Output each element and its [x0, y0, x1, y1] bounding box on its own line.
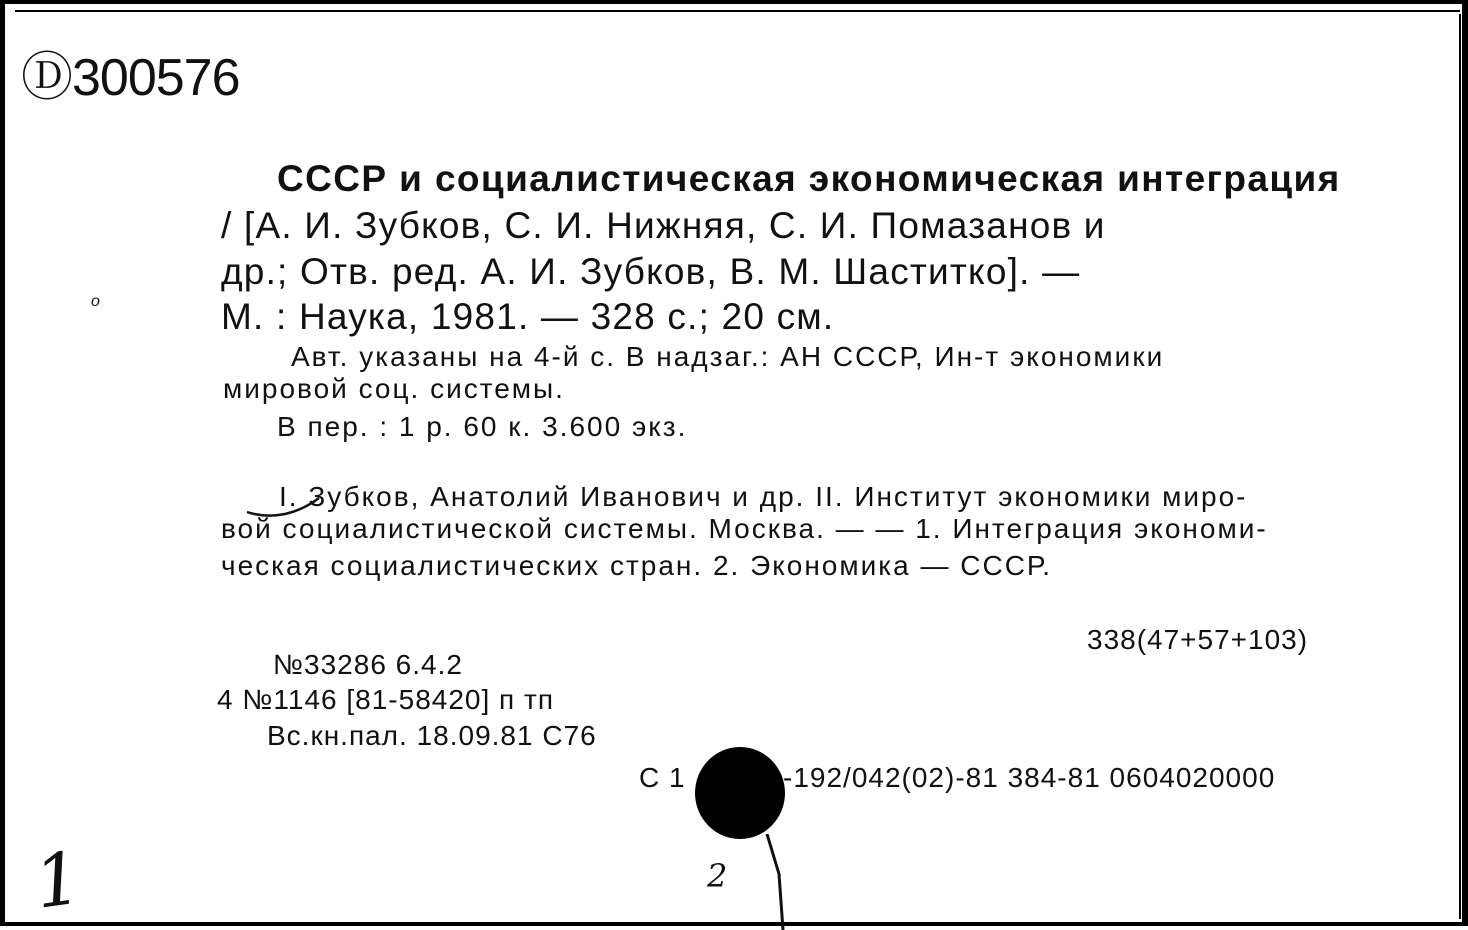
code-line: -192/042(02)-81 384-81 0604020000	[783, 762, 1276, 793]
code-line-prefix: С 1	[639, 762, 686, 793]
udc-classification: 338(47+57+103)	[1087, 624, 1309, 655]
right-border-line	[1459, 14, 1461, 919]
subjects-line-3: ческая социалистических стран. 2. Экономика — СССР.	[221, 550, 1053, 581]
fund-number: Ⓓ300576	[21, 49, 240, 107]
note-line-1: Авт. указаны на 4-й с. В надзаг.: АН СССР, Ин-т экономики	[291, 341, 1165, 372]
responsibility-line-1: / [А. И. Зубков, С. И. Нижняя, С. И. Помазанов и	[221, 205, 1106, 246]
subjects-line-2: вой социалистической системы. Москва. — — 1. Интеграция экономи-	[221, 513, 1268, 544]
top-border-line	[15, 10, 1460, 12]
punch-hole	[695, 747, 785, 839]
price-line: В пер. : 1 р. 60 к. 3.600 экз.	[277, 411, 688, 442]
tracing-line-3: Вс.кн.пал. 18.09.81 С76	[267, 720, 597, 751]
book-title: СССР и социалистическая экономическая интеграция	[277, 158, 1341, 199]
note-line-2: мировой соц. системы.	[223, 373, 565, 404]
handwritten-mark-o: o	[91, 293, 100, 310]
publication-line: М. : Наука, 1981. — 328 с.; 20 см.	[221, 296, 835, 337]
handwritten-underline-mark	[245, 494, 321, 518]
responsibility-line-2: др.; Отв. ред. А. И. Зубков, В. М. Шаститко]. —	[221, 251, 1081, 292]
handwritten-stroke	[765, 834, 789, 930]
subjects-line-1: I. Зубков, Анатолий Иванович и др. II. Институт экономики миро-	[279, 481, 1248, 512]
handwritten-mark-1: 1	[29, 835, 87, 925]
tracing-line-2: 4 №1146 [81-58420] п тп	[217, 684, 554, 715]
tracing-line-1: №33286 6.4.2	[273, 649, 463, 680]
handwritten-mark-2: 2	[707, 857, 728, 895]
